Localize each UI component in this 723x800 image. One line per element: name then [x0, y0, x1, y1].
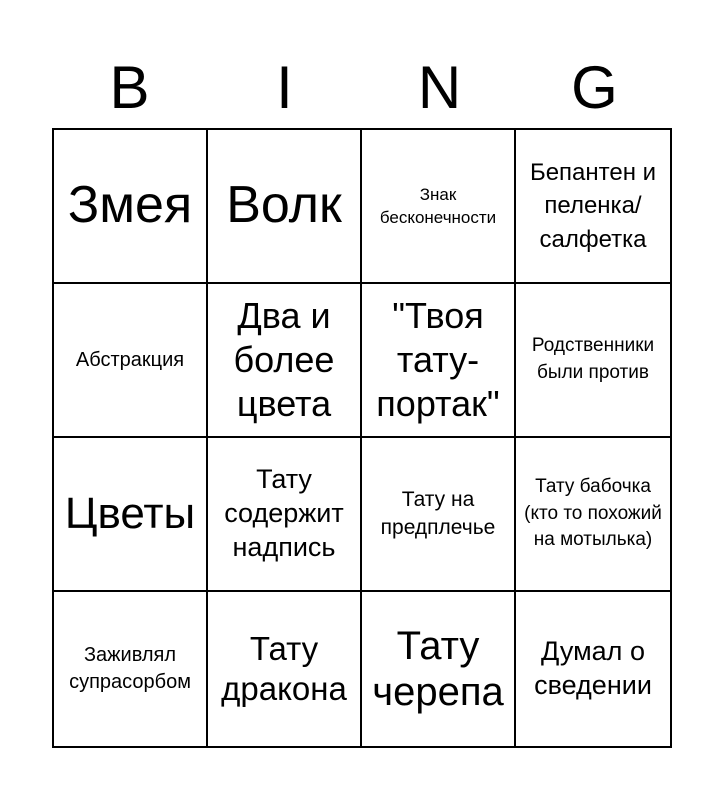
header-letter-b: B	[109, 54, 150, 121]
cell-text: "Твоя тату- портак"	[376, 295, 500, 424]
header-letter-g: G	[571, 54, 618, 121]
bingo-board	[52, 128, 672, 748]
bingo-cell[interactable]	[208, 592, 362, 746]
cell-text: Два и более цвета	[233, 295, 335, 424]
cell-text: Волк	[226, 176, 342, 235]
cell-text: Тату черепа	[372, 624, 504, 714]
cell-text: Цветы	[64, 488, 196, 538]
header-letter-n: N	[417, 54, 462, 121]
bingo-cell[interactable]	[208, 438, 362, 592]
cell-text: Родственники были против	[531, 335, 655, 383]
bingo-cell[interactable]	[516, 592, 670, 746]
bingo-cell[interactable]	[362, 592, 516, 746]
bingo-header	[52, 48, 672, 128]
cell-text: Бепантен и пеленка/ салфетка	[529, 159, 657, 253]
cell-text: Заживлял супрасорбом	[69, 644, 191, 693]
cell-text: Змея	[67, 176, 193, 235]
bingo-cell[interactable]	[54, 438, 208, 592]
bingo-cell[interactable]	[208, 284, 362, 438]
cell-text: Думал о сведении	[534, 636, 652, 700]
bingo-cell[interactable]	[516, 438, 670, 592]
cell-text: Тату на предплечье	[380, 487, 496, 539]
bingo-cell[interactable]	[54, 130, 208, 284]
cell-text: Знак бесконечности	[379, 184, 497, 227]
bingo-cell[interactable]	[54, 284, 208, 438]
bingo-cell[interactable]	[516, 284, 670, 438]
bingo-cell[interactable]	[516, 130, 670, 284]
bingo-cell[interactable]	[362, 130, 516, 284]
cell-text: Абстракция	[75, 348, 185, 371]
cell-text: Тату бабочка (кто то похожий на мотылька)	[524, 476, 662, 551]
bingo-cell[interactable]	[362, 284, 516, 438]
bingo-cell[interactable]	[362, 438, 516, 592]
cell-text: Тату содержит надпись	[224, 464, 344, 562]
cell-text: Тату дракона	[221, 629, 347, 707]
bingo-cell[interactable]	[54, 592, 208, 746]
bingo-cell[interactable]	[208, 130, 362, 284]
header-letter-i: I	[276, 54, 293, 121]
